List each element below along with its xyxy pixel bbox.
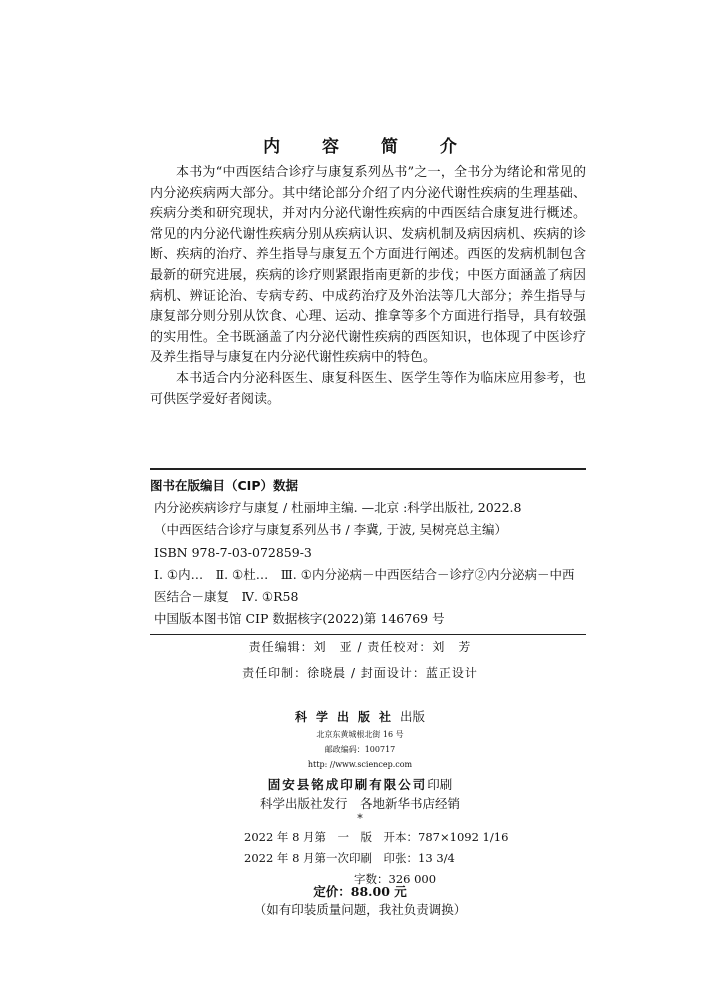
separator-star: * <box>357 812 363 825</box>
edition-line-3: 字数：326 000 <box>354 872 437 886</box>
quality-notice: （如有印装质量问题，我社负责调换） <box>253 902 467 917</box>
publisher-suffix: 出版 <box>400 709 426 724</box>
edition-line-2: 2022 年 8 月第一次印刷 印张：13 3/4 <box>244 851 455 865</box>
publisher-website: http: //www.sciencep.com <box>307 760 413 769</box>
cip-data-box <box>150 468 586 635</box>
publisher-name: 科学出版社 <box>294 710 400 724</box>
publisher-postcode: 邮政编码：100717 <box>324 745 396 754</box>
editors-line-1: 责任编辑：刘 亚 / 责任校对：刘 芳 <box>248 640 472 654</box>
cip-heading: 图书在版编目（CIP）数据 <box>150 478 298 493</box>
summary-paragraph-1: 本书为“中西医结合诊疗与康复系列丛书”之一，全书分为绪论和常见的内分泌疾病两大部分。其中绪论部分介绍了内分泌代谢性疾病的生理基础、疾病分类和研究现状，并对内分泌代谢性疾病的中西医结合康复进行概述。常见的内分泌代谢性疾病分别从疾病认识、发病机制及病因病机、疾病的诊断、疾病的治疗、养生指导与康复五个方面进行阐述。西医的发病机制包含最新的研究进展，疾病的诊疗则紧跟指南更新的步伐；中医方面涵盖了病因病机、辨证论治、专病专药、中成药治疗及外治法等几大部分；养生指导与康复部分则分别从饮食、心理、运动、推拿等多个方面进行指导，具有较强的实用性。全书既涵盖了内分泌代谢性疾病的西医知识，也体现了中医诊疗及养生指导与康复在内分泌代谢性疾病中的特色。 <box>150 165 586 366</box>
page-title: 内 容 简 介 <box>263 137 475 157</box>
distribution-line: 科学出版社发行 各地新华书店经销 <box>259 796 460 811</box>
cip-number: 中国版本图书馆 CIP 数据核字(2022)第 146769 号 <box>154 611 445 627</box>
printer-line <box>0 775 720 795</box>
editors-section <box>0 634 720 686</box>
edition-info <box>244 827 508 890</box>
edition-line-1: 2022 年 8 月第 一 版 开本：787×1092 1/16 <box>244 830 509 844</box>
printer-name: 固安县铭成印刷有限公司 <box>267 777 428 792</box>
price: 定价：88.00 元 <box>313 884 407 899</box>
cip-isbn: ISBN 978-7-03-072859-3 <box>154 544 312 560</box>
printer-suffix: 印刷 <box>427 777 453 792</box>
cip-line-series: （中西医结合诊疗与康复系列丛书 / 李冀, 于波, 吴树亮总主编） <box>154 522 508 538</box>
summary-section <box>150 163 586 410</box>
publisher-address: 北京东黄城根北街 16 号 <box>316 730 404 739</box>
editors-line-2: 责任印制：徐晓晨 / 封面设计：蓝正设计 <box>242 666 478 680</box>
cip-classification: Ⅰ. ①内… Ⅱ. ①杜… Ⅲ. ①内分泌病－中西医结合－诊疗②内分泌病－中西医结合－康复 Ⅳ. ①R58 <box>154 566 575 605</box>
cip-line-title: 内分泌疾病诊疗与康复 / 杜丽坤主编. —北京 :科学出版社, 2022.8 <box>154 500 522 515</box>
publisher-section <box>0 707 720 772</box>
publisher-line <box>0 707 720 727</box>
summary-paragraph-2: 本书适合内分泌科医生、康复科医生、医学生等作为临床应用参考，也可供医学爱好者阅读。 <box>150 370 586 407</box>
